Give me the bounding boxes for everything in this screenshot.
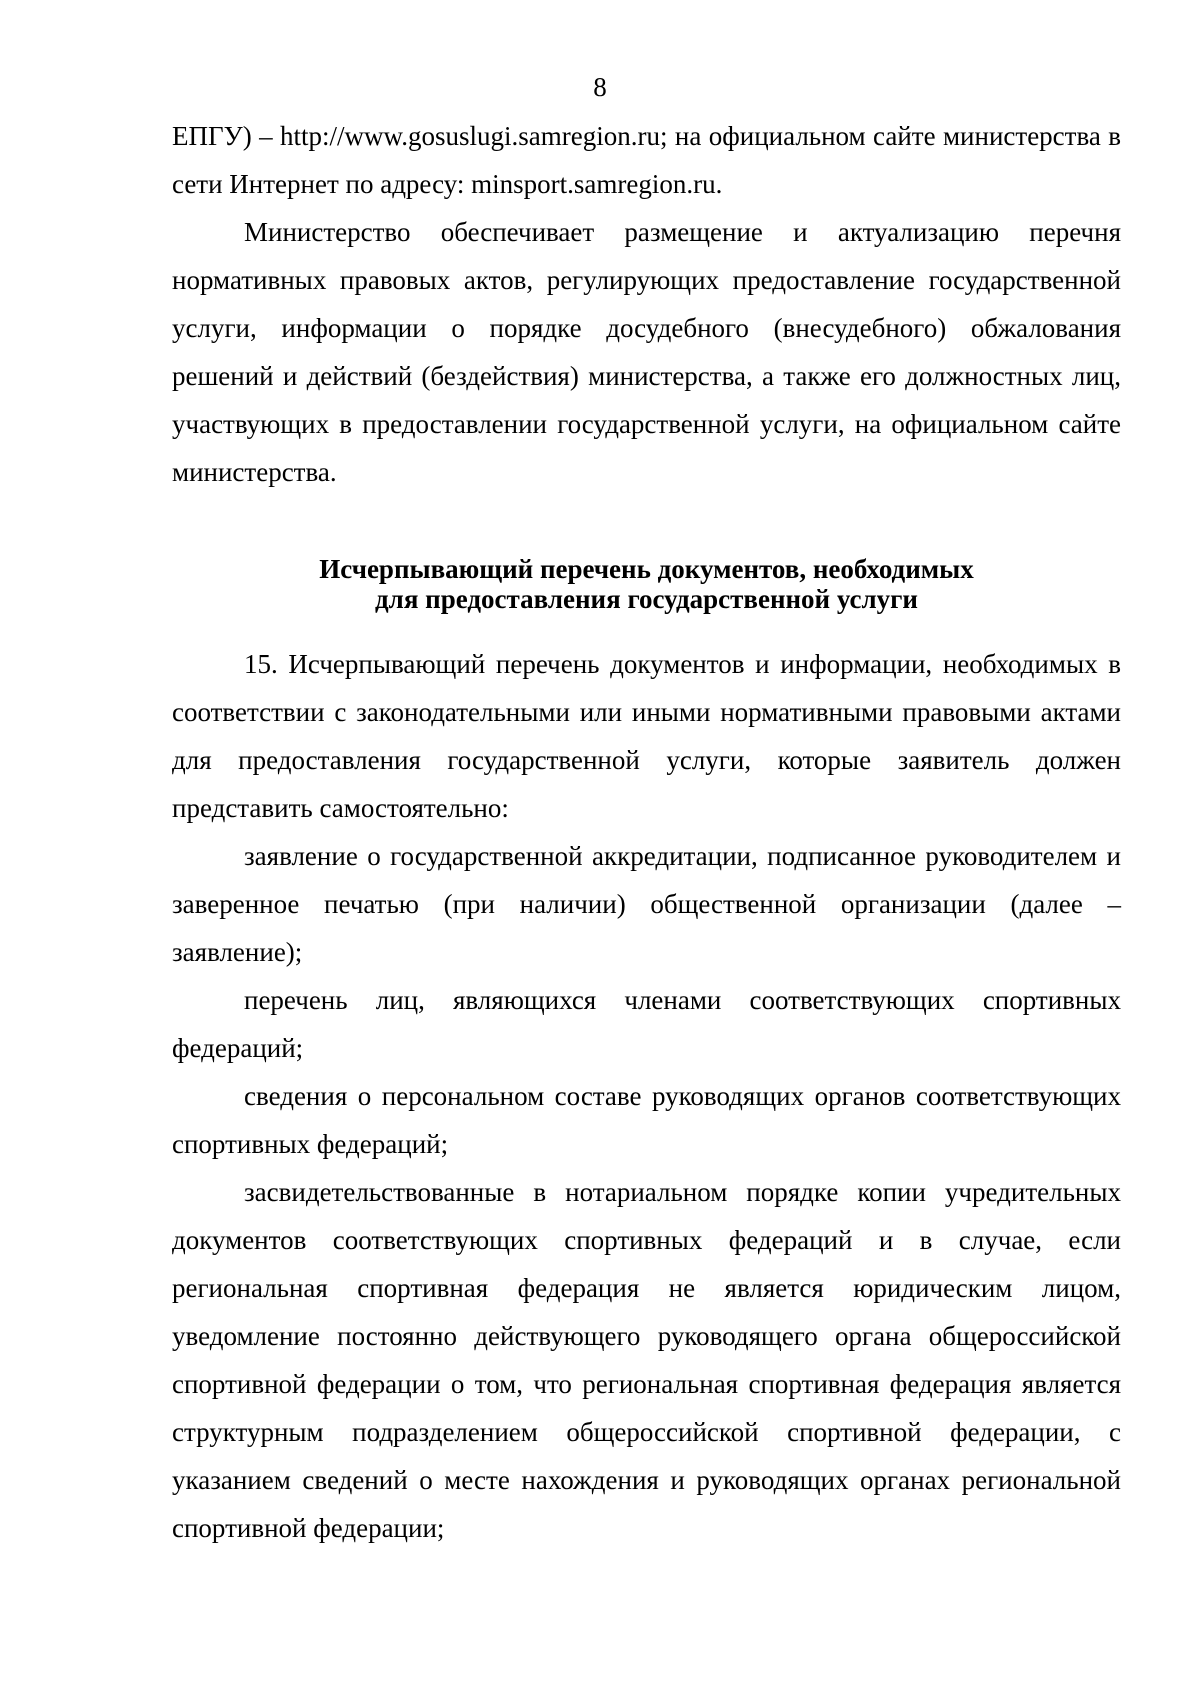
section-heading-line-1: Исчерпывающий перечень документов, необходимых xyxy=(319,554,974,584)
list-item-governing-bodies: сведения о персональном составе руководящих органов соответствующих спортивных федераций; xyxy=(172,1081,1121,1159)
page-number: 8 xyxy=(593,72,607,102)
list-item-application: заявление о государственной аккредитации, подписанное руководителем и заверенное печатью (при наличии) общественной организации (далее – заявление); xyxy=(172,841,1121,967)
paragraph-item-15: 15. Исчерпывающий перечень документов и информации, необходимых в соответствии с законодательными или иными нормативными правовыми актами для предоставления государственной услуги, которые заявитель должен представить самостоятельно: xyxy=(172,649,1121,823)
list-item-members-list: перечень лиц, являющихся членами соответствующих спортивных федераций; xyxy=(172,985,1121,1063)
paragraph-epgu-continuation: ЕПГУ) – http://www.gosuslugi.samregion.ru; на официальном сайте министерства в сети Интернет по адресу: minsport.samregion.ru. xyxy=(172,121,1121,199)
section-heading xyxy=(172,554,1121,614)
document-body xyxy=(172,112,1121,1552)
list-item-founding-documents: засвидетельствованные в нотариальном порядке копии учредительных документов соответствующих спортивных федераций и в случае, если региональная спортивная федерация не является юридическим лицом, уведомление постоянно действующего руководящего органа общероссийской спортивной федерации о том, что региональная спортивная федерация является структурным подразделением общероссийской спортивной федерации, с указанием сведений о месте нахождения и руководящих органах региональной спортивной федерации; xyxy=(172,1177,1121,1543)
paragraph-ministry-publishing: Министерство обеспечивает размещение и актуализацию перечня нормативных правовых актов, регулирующих предоставление государственной услуги, информации о порядке досудебного (внесудебного) обжалования решений и действий (бездействия) министерства, а также его должностных лиц, участвующих в предоставлении государственной услуги, на официальном сайте министерства. xyxy=(172,217,1121,487)
section-heading-line-2: для предоставления государственной услуги xyxy=(375,584,918,614)
